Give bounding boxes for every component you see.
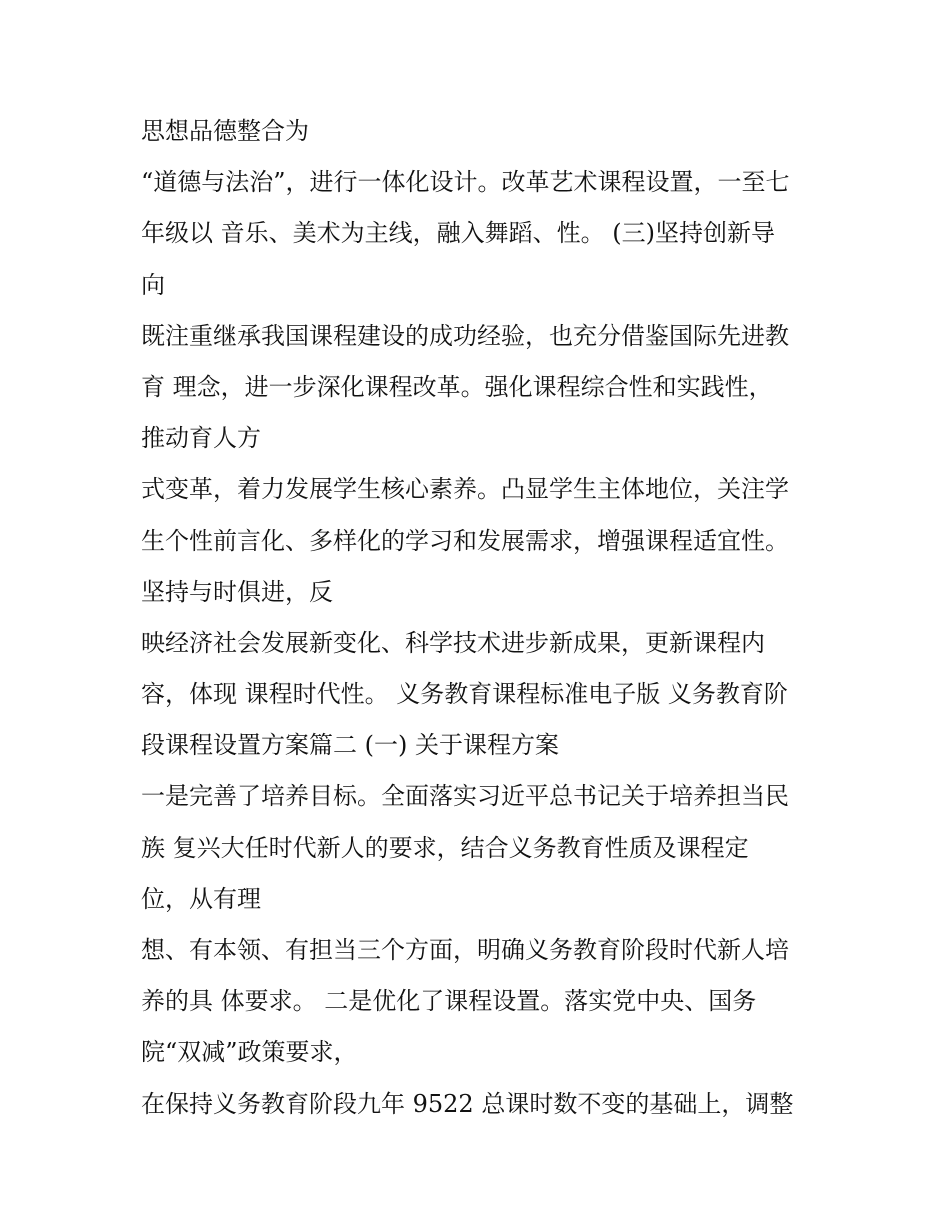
text-line: 在保持义务教育阶段九年 9522 总课时数不变的基础上，调整: [141, 1089, 794, 1118]
text-line: 年级以 音乐、美术为主线，融入舞蹈、性。 (三)坚持创新导: [141, 219, 775, 248]
text-line: “道德与法治”，进行一体化设计。改革艺术课程设置，一至七: [141, 168, 790, 197]
text-line: 院“双减”政策要求，: [141, 1038, 358, 1067]
text-line: 推动育人方: [141, 424, 261, 453]
text-line: 映经济社会发展新变化、科学技术进步新成果，更新课程内: [141, 628, 765, 657]
text-line: 思想品德整合为: [141, 117, 309, 145]
text-line: 段课程设置方案篇二 (一) 关于课程方案: [141, 731, 559, 760]
text-line: 式变革，着力发展学生核心素养。凸显学生主体地位，关注学: [141, 475, 789, 504]
text-line: 养的具 体要求。 二是优化了课程设置。落实党中央、国务: [141, 987, 757, 1016]
text-line: 想、有本领、有担当三个方面，明确义务教育阶段时代新人培: [141, 936, 789, 964]
text-line: 坚持与时俱进，反: [141, 577, 333, 606]
text-line: 一是完善了培养目标。全面落实习近平总书记关于培养担当民: [141, 782, 789, 811]
text-line: 位，从有理: [141, 884, 261, 913]
body-text: [141, 106, 831, 1130]
text-line: 既注重继承我国课程建设的成功经验，也充分借鉴国际先进教: [141, 321, 789, 350]
text-line: 容，体现 课程时代性。 义务教育课程标准电子版 义务教育阶: [141, 680, 788, 709]
text-line: 生个性前言化、多样化的学习和发展需求，增强课程适宜性。: [141, 526, 789, 555]
text-line: 向: [141, 270, 165, 299]
text-line: 族 复兴大任时代新人的要求，结合义务教育性质及课程定: [141, 833, 749, 862]
text-line: 育 理念，进一步深化课程改革。强化课程综合性和实践性，: [141, 372, 773, 401]
